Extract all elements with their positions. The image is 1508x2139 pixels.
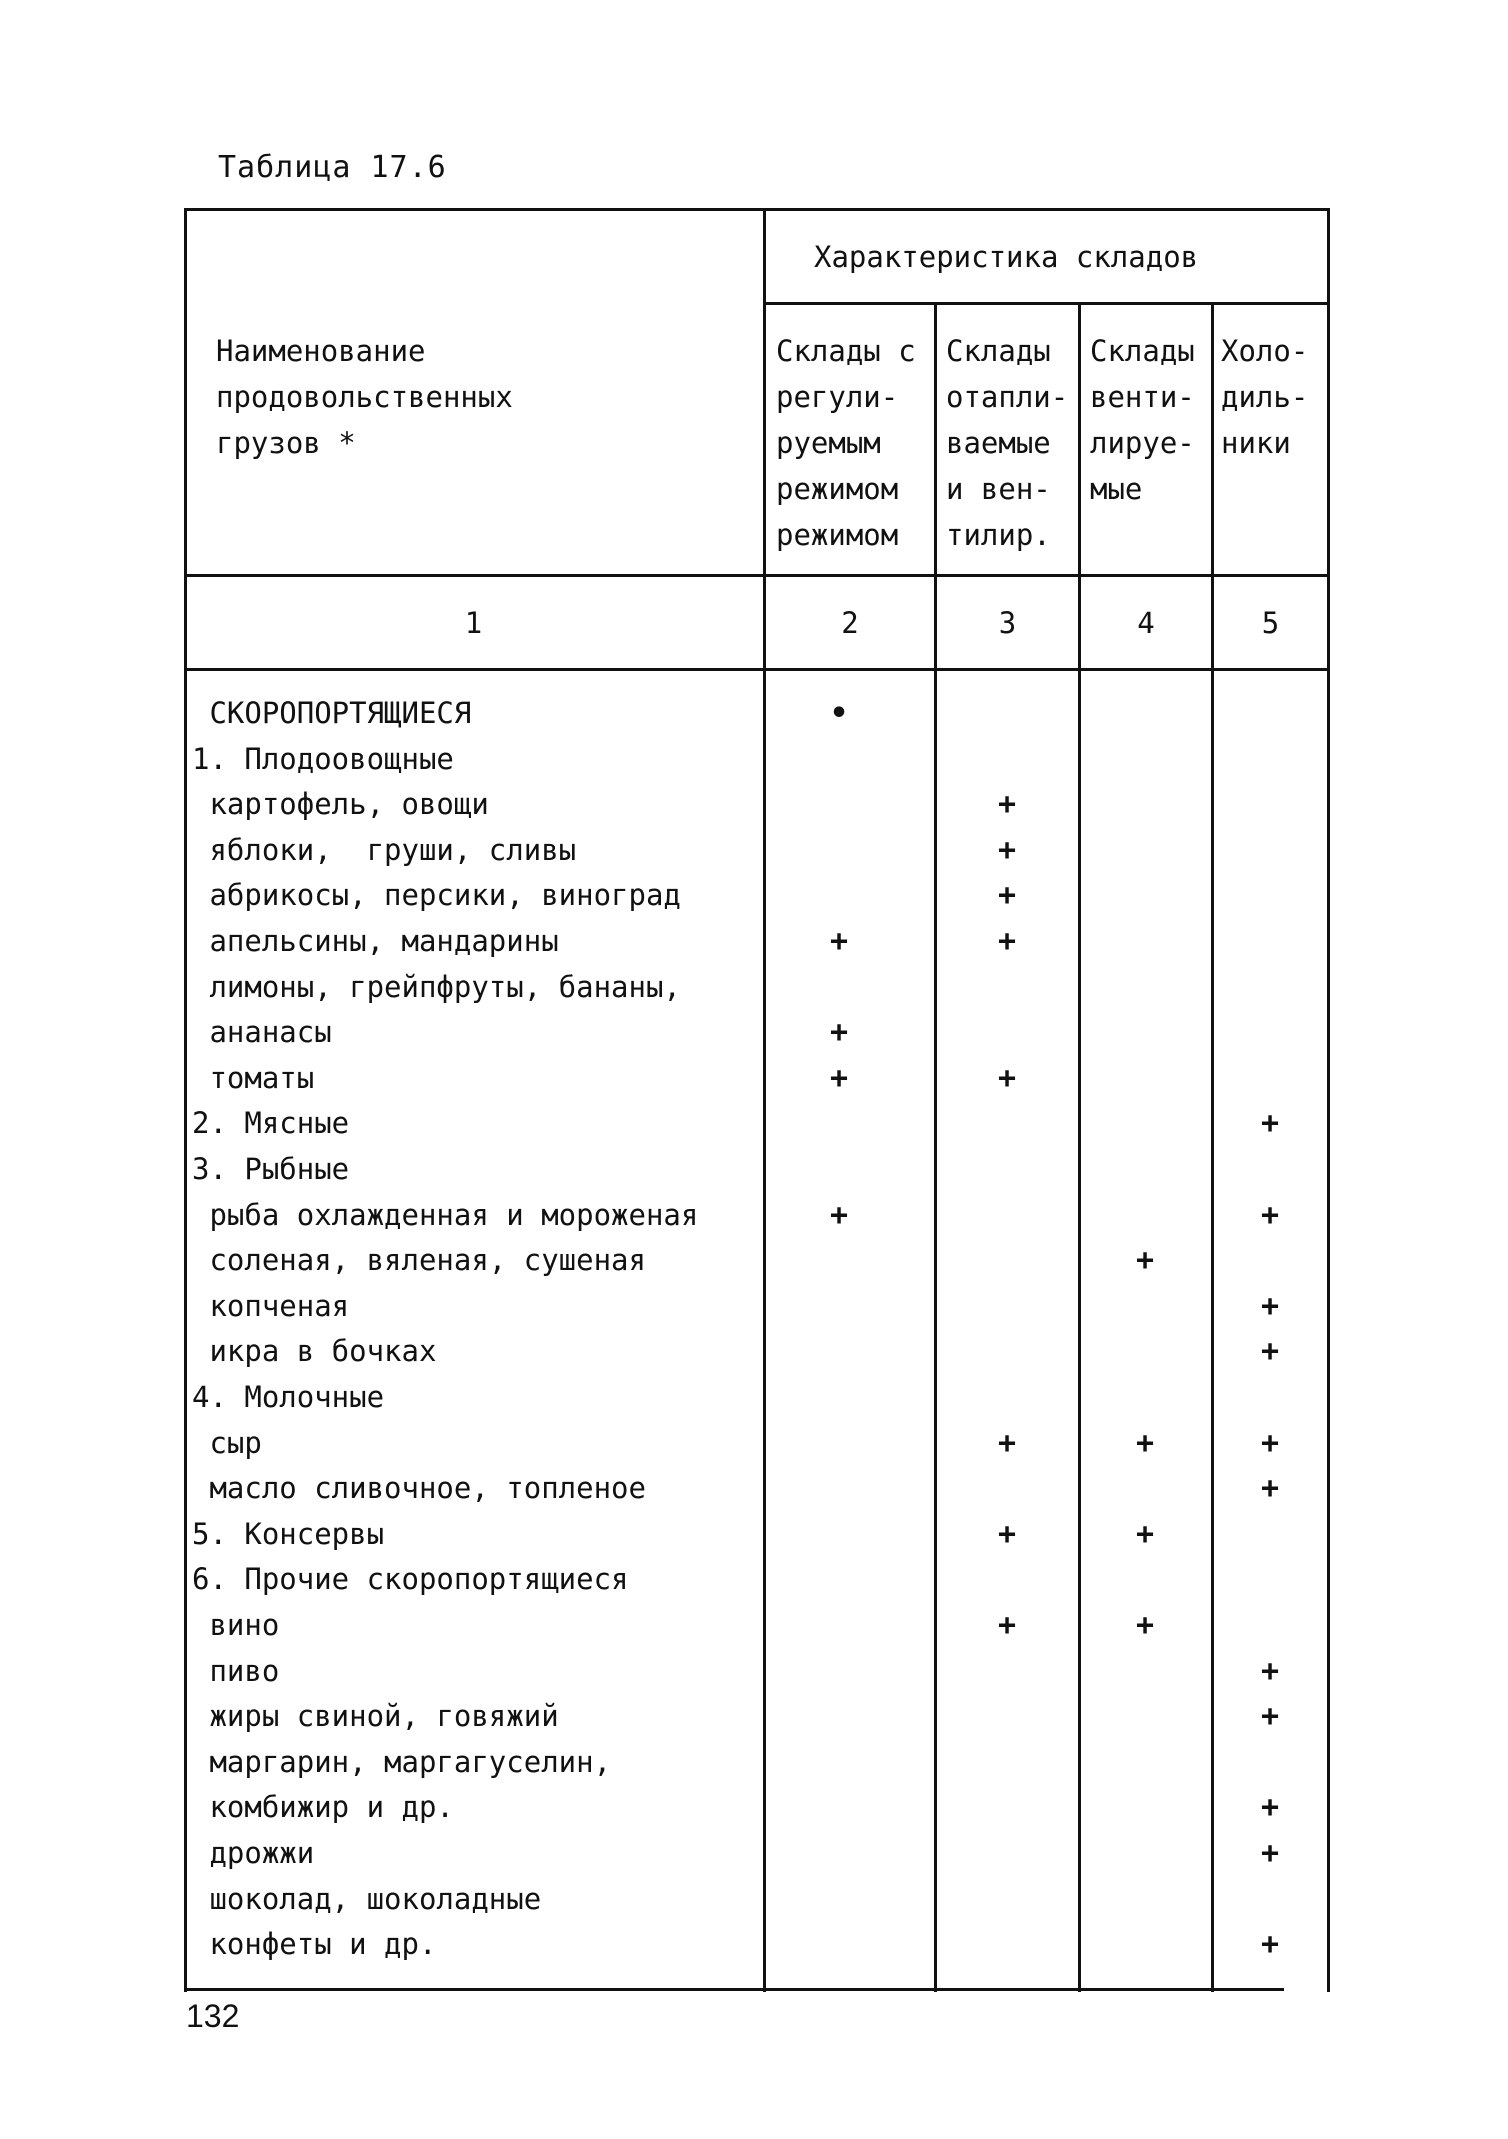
cell-mark-c3: +: [997, 1060, 1017, 1096]
row-label: комбижир и др.: [192, 1790, 454, 1825]
header-bottom-border: [184, 574, 1330, 577]
header-col3: Склады отапли- ваемые и вен- тилир.: [946, 334, 1069, 552]
row-label: вино: [192, 1608, 280, 1642]
cell-mark-c4: +: [1135, 1425, 1155, 1461]
cell-mark-c5: +: [1260, 1334, 1280, 1370]
column-number-3: 3: [998, 606, 1017, 640]
table-bottom-border: [184, 1988, 1284, 1991]
cell-mark-c5: +: [1260, 1425, 1280, 1461]
cell-mark-c5: +: [1260, 1653, 1280, 1689]
column-number-4: 4: [1137, 606, 1155, 640]
row-label: 3. Рыбные: [192, 1152, 350, 1186]
cell-mark-c3: +: [997, 878, 1017, 914]
cell-mark-c2: •: [829, 696, 849, 731]
numbers-bottom-border: [184, 668, 1330, 671]
cell-mark-c2: +: [829, 1015, 849, 1051]
cell-mark-c3: +: [997, 924, 1017, 959]
row-label: 6. Прочие скоропортящиеся: [192, 1562, 629, 1597]
header-col4: Склады венти- лируе- мые: [1090, 334, 1195, 506]
cell-mark-c4: +: [1135, 1516, 1155, 1552]
cell-mark-c5: +: [1260, 1471, 1280, 1507]
col2-divider: [763, 208, 766, 1992]
storage-table: [184, 208, 1330, 1992]
left-border: [184, 208, 187, 1992]
page-number: 132: [186, 1998, 240, 2034]
cell-mark-c5: +: [1260, 1927, 1280, 1963]
col3-divider: [934, 302, 937, 1992]
row-label: ананасы: [192, 1015, 332, 1050]
cell-mark-c5: +: [1260, 1197, 1280, 1233]
group-header-divider: [763, 302, 1330, 305]
col4-divider: [1078, 302, 1081, 1992]
row-label: томаты: [192, 1060, 315, 1095]
cell-mark-c3: +: [997, 1608, 1017, 1643]
cell-mark-c2: +: [829, 924, 849, 959]
cell-mark-c4: +: [1135, 1243, 1155, 1279]
table-caption: Таблица 17.6: [218, 150, 447, 185]
right-border: [1327, 208, 1330, 1992]
row-label: рыба охлажденная и мороженая: [192, 1197, 699, 1232]
cell-mark-c5: +: [1260, 1288, 1280, 1324]
header-name-column: Наименование продовольственных грузов *: [216, 334, 513, 460]
row-label: лимоны, грейпфруты, бананы,: [192, 969, 681, 1004]
row-label: икра в бочках: [192, 1334, 437, 1369]
cell-mark-c5: +: [1260, 1699, 1280, 1735]
row-label: пиво: [192, 1653, 280, 1688]
row-label: дрожжи: [192, 1836, 315, 1870]
header-col5: Холо- диль- ники: [1221, 334, 1309, 460]
row-label: жиры свиной, говяжий: [192, 1699, 559, 1734]
column-number-5: 5: [1261, 606, 1280, 640]
row-label: 4. Молочные: [192, 1380, 385, 1414]
row-label: 2. Мясные: [192, 1106, 350, 1141]
cell-mark-c5: +: [1260, 1790, 1280, 1826]
cell-mark-c3: +: [997, 787, 1017, 823]
row-label: шоколад, шоколадные: [192, 1881, 542, 1916]
cell-mark-c4: +: [1135, 1608, 1155, 1643]
row-label: масло сливочное, топленое: [192, 1471, 646, 1506]
row-label: сыр: [192, 1425, 262, 1460]
table-top-border: [184, 208, 1330, 211]
cell-mark-c3: +: [997, 1516, 1017, 1552]
cell-mark-c2: +: [829, 1060, 849, 1096]
row-label: маргарин, маргагуселин,: [192, 1744, 612, 1779]
row-label: яблоки, груши, сливы: [192, 832, 577, 867]
cell-mark-c3: +: [997, 1425, 1017, 1461]
row-label: 1. Плодоовощные: [192, 741, 454, 776]
row-label: копченая: [192, 1288, 350, 1323]
row-label: 5. Консервы: [192, 1516, 385, 1551]
row-label: абрикосы, персики, виноград: [192, 878, 681, 913]
cell-mark-c3: +: [997, 832, 1017, 868]
header-storage-characteristics: Характеристика складов: [814, 240, 1199, 274]
row-label: апельсины, мандарины: [192, 924, 559, 958]
column-number-1: 1: [464, 606, 483, 640]
cell-mark-c2: +: [829, 1197, 849, 1233]
row-label: картофель, овощи: [192, 787, 489, 822]
row-label: СКОРОПОРТЯЩИЕСЯ: [192, 696, 472, 730]
cell-mark-c5: +: [1260, 1106, 1280, 1142]
header-col2: Склады с регули- руемым режимом режимом: [776, 334, 916, 552]
cell-mark-c5: +: [1260, 1836, 1280, 1871]
row-label: конфеты и др.: [192, 1927, 437, 1962]
row-label: соленая, вяленая, сушеная: [192, 1243, 646, 1278]
col5-divider: [1211, 302, 1214, 1992]
column-number-2: 2: [841, 606, 859, 640]
